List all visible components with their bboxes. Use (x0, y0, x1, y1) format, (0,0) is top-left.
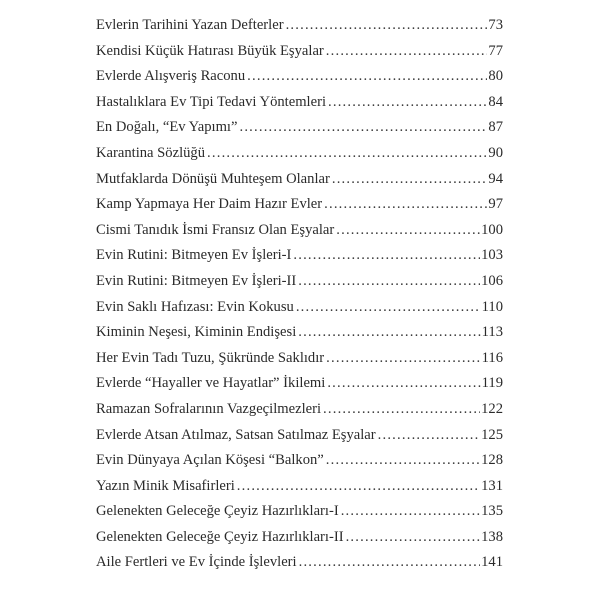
toc-entry (96, 501, 503, 527)
dot-leader (299, 552, 481, 572)
toc-entry (96, 271, 503, 297)
toc-entry-page: 80 (488, 68, 503, 85)
toc-entry-page: 119 (481, 375, 503, 392)
toc-entry-title: Evlerin Tarihini Yazan Defterler (96, 17, 284, 33)
toc-entry-title: Ramazan Sofralarının Vazgeçilmezleri (96, 400, 322, 417)
dot-leader (296, 297, 481, 317)
toc-entry (96, 15, 503, 41)
toc-entry-title: En Doğalı, “Ev Yapımı” (96, 119, 238, 136)
toc-entry-page: 141 (481, 554, 503, 571)
toc-entry (96, 425, 503, 451)
dot-leader (346, 527, 481, 547)
dot-leader (324, 194, 487, 214)
toc-entry-page: 87 (488, 119, 503, 136)
dot-leader (298, 271, 480, 291)
toc-entry-title: Evlerde “Hayaller ve Hayatlar” İkilemi (96, 375, 326, 392)
dot-leader (327, 373, 480, 393)
dot-leader (378, 425, 480, 445)
toc-entry-page: 103 (481, 247, 503, 264)
dot-leader (293, 245, 480, 265)
toc-entry-title: Evin Rutini: Bitmeyen Ev İşleri-II (96, 272, 297, 289)
toc-entry-title: Evlerde Atsan Atılmaz, Satsan Satılmaz Eşyalar (96, 426, 376, 443)
table-of-contents (96, 15, 503, 578)
dot-leader (332, 169, 488, 189)
toc-entry-title: Hastalıklara Ev Tipi Tedavi Yöntemleri (96, 93, 327, 110)
toc-entry-page: 122 (481, 400, 503, 417)
toc-entry-page: 77 (488, 42, 503, 59)
toc-entry-title: Mutfaklarda Dönüşü Muhteşem Olanlar (96, 170, 330, 187)
toc-entry-page: 73 (488, 17, 503, 33)
toc-entry (96, 348, 503, 374)
dot-leader (326, 41, 488, 61)
dot-leader (239, 117, 487, 137)
toc-entry-title: Aile Fertleri ve Ev İçinde İşlevleri (96, 554, 297, 571)
dot-leader (341, 501, 480, 521)
toc-entry-page: 100 (481, 221, 503, 238)
toc-entry-page: 138 (481, 528, 503, 545)
toc-entry (96, 245, 503, 271)
toc-entry-page: 90 (488, 144, 503, 161)
toc-entry (96, 220, 503, 246)
toc-entry-page: 113 (481, 324, 503, 341)
toc-entry (96, 194, 503, 220)
toc-entry-page: 125 (481, 426, 503, 443)
toc-entry (96, 92, 503, 118)
toc-entry-title: Evin Dünyaya Açılan Köşesi “Balkon” (96, 452, 324, 469)
toc-entry-title: Evin Rutini: Bitmeyen Ev İşleri-I (96, 247, 292, 264)
toc-entry (96, 552, 503, 578)
toc-entry-title: Yazın Minik Misafirleri (96, 477, 235, 494)
toc-entry (96, 373, 503, 399)
toc-entry-page: 110 (481, 298, 503, 315)
dot-leader (286, 15, 488, 35)
toc-entry-title: Kamp Yapmaya Her Daim Hazır Evler (96, 196, 323, 213)
toc-entry (96, 117, 503, 143)
dot-leader (323, 399, 480, 419)
dot-leader (247, 66, 487, 86)
toc-entry-title: Evin Saklı Hafızası: Evin Kokusu (96, 298, 294, 315)
toc-entry-page: 131 (481, 477, 503, 494)
toc-entry-title: Her Evin Tadı Tuzu, Şükründe Saklıdır (96, 349, 325, 366)
dot-leader (326, 450, 480, 470)
dot-leader (237, 476, 480, 496)
toc-entry (96, 169, 503, 195)
toc-entry-title: Evlerde Alışveriş Raconu (96, 68, 246, 85)
dot-leader (298, 322, 480, 342)
dot-leader (326, 348, 480, 368)
toc-entry-page: 94 (488, 170, 503, 187)
dot-leader (207, 143, 487, 163)
toc-entry-page: 128 (481, 452, 503, 469)
toc-entry (96, 41, 503, 67)
toc-entry-page: 116 (481, 349, 503, 366)
toc-entry-title: Cismi Tanıdık İsmi Fransız Olan Eşyalar (96, 221, 335, 238)
toc-entry (96, 476, 503, 502)
toc-entry-page: 97 (488, 196, 503, 213)
dot-leader (328, 92, 487, 112)
toc-entry-title: Kendisi Küçük Hatırası Büyük Eşyalar (96, 42, 324, 59)
toc-entry-title: Kiminin Neşesi, Kiminin Endişesi (96, 324, 297, 341)
toc-entry (96, 143, 503, 169)
toc-entry (96, 66, 503, 92)
toc-entry-page: 106 (481, 272, 503, 289)
dot-leader (336, 220, 480, 240)
toc-entry (96, 399, 503, 425)
toc-entry (96, 527, 503, 553)
toc-entry-page: 84 (488, 93, 503, 110)
toc-entry-title: Gelenekten Geleceğe Çeyiz Hazırlıkları-II (96, 528, 344, 545)
toc-entry-page: 135 (481, 503, 503, 520)
toc-entry-title: Gelenekten Geleceğe Çeyiz Hazırlıkları-I (96, 503, 339, 520)
toc-entry (96, 450, 503, 476)
toc-entry (96, 297, 503, 323)
toc-entry-title: Karantina Sözlüğü (96, 144, 206, 161)
toc-entry (96, 322, 503, 348)
